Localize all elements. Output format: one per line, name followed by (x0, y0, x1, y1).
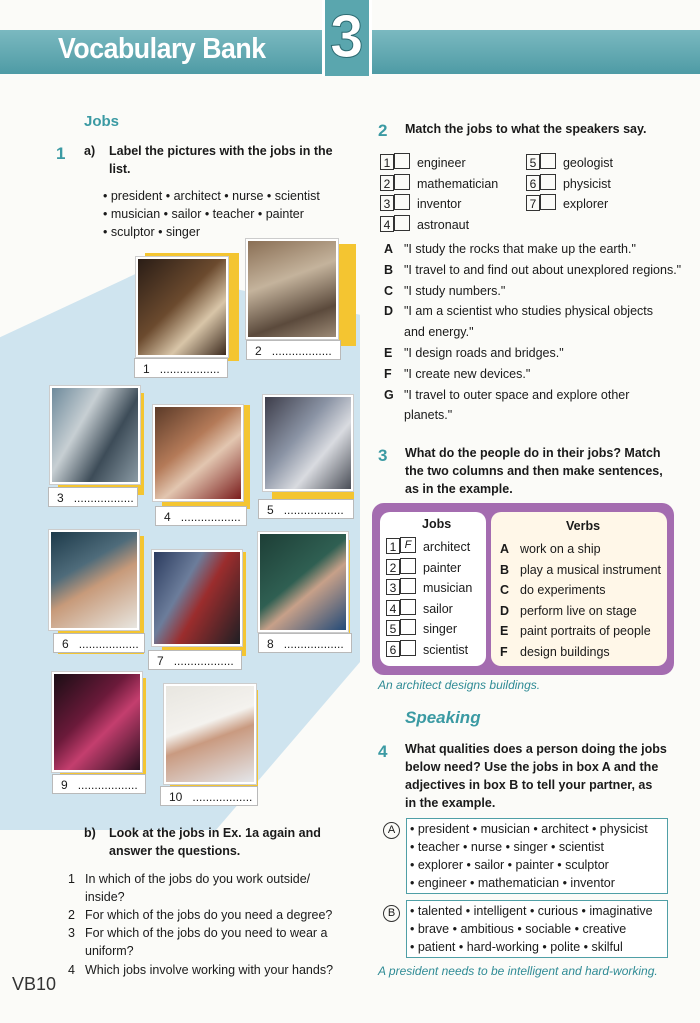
verb-item: E paint portraits of people (500, 624, 651, 638)
quote-item: F "I create new devices." (384, 366, 531, 381)
answer-box[interactable] (394, 215, 410, 231)
instruction-line: Label the pictures with the jobs in the (109, 144, 333, 158)
job-item: 3 inventor (380, 194, 498, 215)
answer-box[interactable] (394, 194, 410, 210)
photo-label: 10 .................. (160, 786, 258, 806)
word-list-line: • musician • sailor • teacher • painter (103, 207, 304, 221)
job-item: 6 physicist (526, 174, 613, 195)
quote-item: B "I travel to and find out about unexplored regions." (384, 262, 682, 277)
quote-list (384, 240, 684, 427)
exercise-letter: a) (84, 144, 96, 158)
question-number: 2 (68, 908, 75, 922)
photo-singer (52, 672, 142, 772)
photo-sailor (49, 530, 139, 630)
instruction-line: adjectives in box B to tell your partner, as (405, 778, 653, 792)
job-item: 4 sailor (386, 599, 472, 620)
box-a-line: • explorer • sailor • painter • sculptor (410, 858, 609, 872)
box-a-line: • president • musician • architect • physicist (410, 822, 648, 836)
photo-label: 1 .................. (134, 358, 228, 378)
job-item: 2 mathematician (380, 174, 498, 195)
photo-label: 8 .................. (258, 633, 352, 653)
verbs-header: Verbs (566, 519, 601, 533)
instruction-line: answer the questions. (109, 844, 241, 858)
job-item: 3 musician (386, 578, 472, 599)
photo-sculptor (246, 239, 338, 339)
photo-label: 4 .................. (155, 506, 247, 526)
exercise-letter: b) (84, 826, 96, 840)
box-a-line: • teacher • nurse • singer • scientist (410, 840, 604, 854)
box-b-line: • talented • intelligent • curious • imaginative (410, 904, 653, 918)
instruction-line: Match the jobs to what the speakers say. (405, 122, 647, 136)
question-number: 4 (68, 963, 75, 977)
box-a-line: • engineer • mathematician • inventor (410, 876, 615, 890)
example-sentence: A president needs to be intelligent and hard-working. (378, 964, 658, 978)
instruction-line: the two columns and then make sentences, (405, 464, 663, 478)
exercise-number: 4 (378, 742, 388, 761)
answer-box[interactable] (394, 174, 410, 190)
question-text: uniform? (85, 944, 134, 958)
photo-scientist (263, 395, 353, 491)
instruction-line: Look at the jobs in Ex. 1a again and (109, 826, 321, 840)
question-text: For which of the jobs do you need a degree? (85, 908, 333, 922)
job-item: 7 explorer (526, 194, 613, 215)
question-number: 3 (68, 926, 75, 940)
page-number: VB10 (12, 974, 57, 994)
job-item: 2 painter (386, 558, 472, 579)
photo-label: 9 .................. (52, 774, 146, 794)
box-b-line: • patient • hard-working • polite • skilful (410, 940, 623, 954)
speaking-title: Speaking (405, 708, 481, 727)
jobs-header: Jobs (422, 517, 452, 531)
photo-label: 5 .................. (258, 499, 354, 519)
instruction-line: What qualities does a person doing the jobs (405, 742, 667, 756)
box-b-label: B (383, 903, 400, 922)
job-item: 1 F architect (386, 537, 472, 558)
photo-architects (50, 386, 140, 484)
page-title: Vocabulary Bank (58, 33, 266, 65)
answer-box[interactable] (400, 578, 416, 594)
photo-label: 2 .................. (246, 340, 341, 360)
verbs-list (500, 539, 661, 662)
verb-item: F design buildings (500, 644, 610, 659)
photo-teacher (258, 532, 348, 632)
instruction-line: What do the people do in their jobs? Match (405, 446, 661, 460)
quote-item: A "I study the rocks that make up the earth." (384, 242, 636, 256)
instruction-line: list. (109, 162, 131, 176)
job-item: 5 geologist (526, 153, 613, 174)
section-title-jobs: Jobs (84, 113, 120, 130)
verb-item: C do experiments (500, 583, 606, 597)
photo-label: 7 .................. (148, 650, 242, 670)
answer-box[interactable] (394, 153, 410, 169)
verb-item: B play a musical instrument (500, 562, 662, 577)
photo-label: 3 .................. (48, 487, 138, 507)
quote-continuation: and energy." (404, 325, 474, 340)
question-text: Which jobs involve working with your hands? (85, 963, 334, 977)
job-item: 1 engineer (380, 153, 498, 174)
instruction-line: as in the example. (405, 482, 513, 496)
question-text: inside? (85, 890, 125, 904)
question-text: For which of the jobs do you need to wear a (85, 926, 328, 940)
question-number: 1 (68, 872, 75, 886)
quote-item: G "I travel to outer space and explore other (384, 387, 630, 402)
photo-nurse (164, 684, 256, 784)
photo-flute-player (136, 257, 228, 357)
box-a-label: A (383, 820, 400, 839)
instruction-line: below need? Use the jobs in box A and the (405, 760, 659, 774)
answer-box[interactable] (400, 599, 416, 615)
photo-label: 6 .................. (53, 633, 145, 653)
word-list-line: • sculptor • singer (103, 225, 200, 239)
quote-item: E "I design roads and bridges." (384, 345, 564, 360)
job-list-right (526, 153, 613, 215)
answer-box[interactable] (400, 558, 416, 574)
exercise-number: 2 (378, 121, 388, 140)
answer-box[interactable] (540, 174, 556, 190)
question-text: In which of the jobs do you work outside/ (85, 872, 311, 886)
job-list-left (380, 153, 498, 235)
job-item: 5 singer (386, 619, 472, 640)
verb-item: A work on a ship (500, 542, 601, 556)
verb-item: D perform live on stage (500, 603, 637, 618)
photo-painter (153, 405, 243, 501)
jobs-list (386, 537, 472, 660)
answer-box[interactable] (540, 194, 556, 210)
instruction-line: in the example. (405, 796, 496, 810)
unit-number: 3 (330, 3, 364, 70)
exercise-number: 3 (378, 446, 388, 465)
quote-item: C "I study numbers." (384, 283, 506, 298)
quote-item: D "I am a scientist who studies physical objects (384, 304, 653, 319)
quote-continuation: planets." (404, 408, 453, 423)
answer-box[interactable]: F (400, 537, 416, 553)
answer-box[interactable] (540, 153, 556, 169)
exercise-number: 1 (56, 144, 66, 163)
job-item: 4 astronaut (380, 215, 498, 236)
word-list-line: • president • architect • nurse • scientist (103, 189, 320, 203)
photo-president (152, 550, 242, 646)
answer-box[interactable] (400, 619, 416, 635)
box-b-line: • brave • ambitious • sociable • creative (410, 922, 627, 936)
example-sentence: An architect designs buildings. (378, 678, 541, 692)
job-item: 6 scientist (386, 640, 472, 661)
answer-box[interactable] (400, 640, 416, 656)
